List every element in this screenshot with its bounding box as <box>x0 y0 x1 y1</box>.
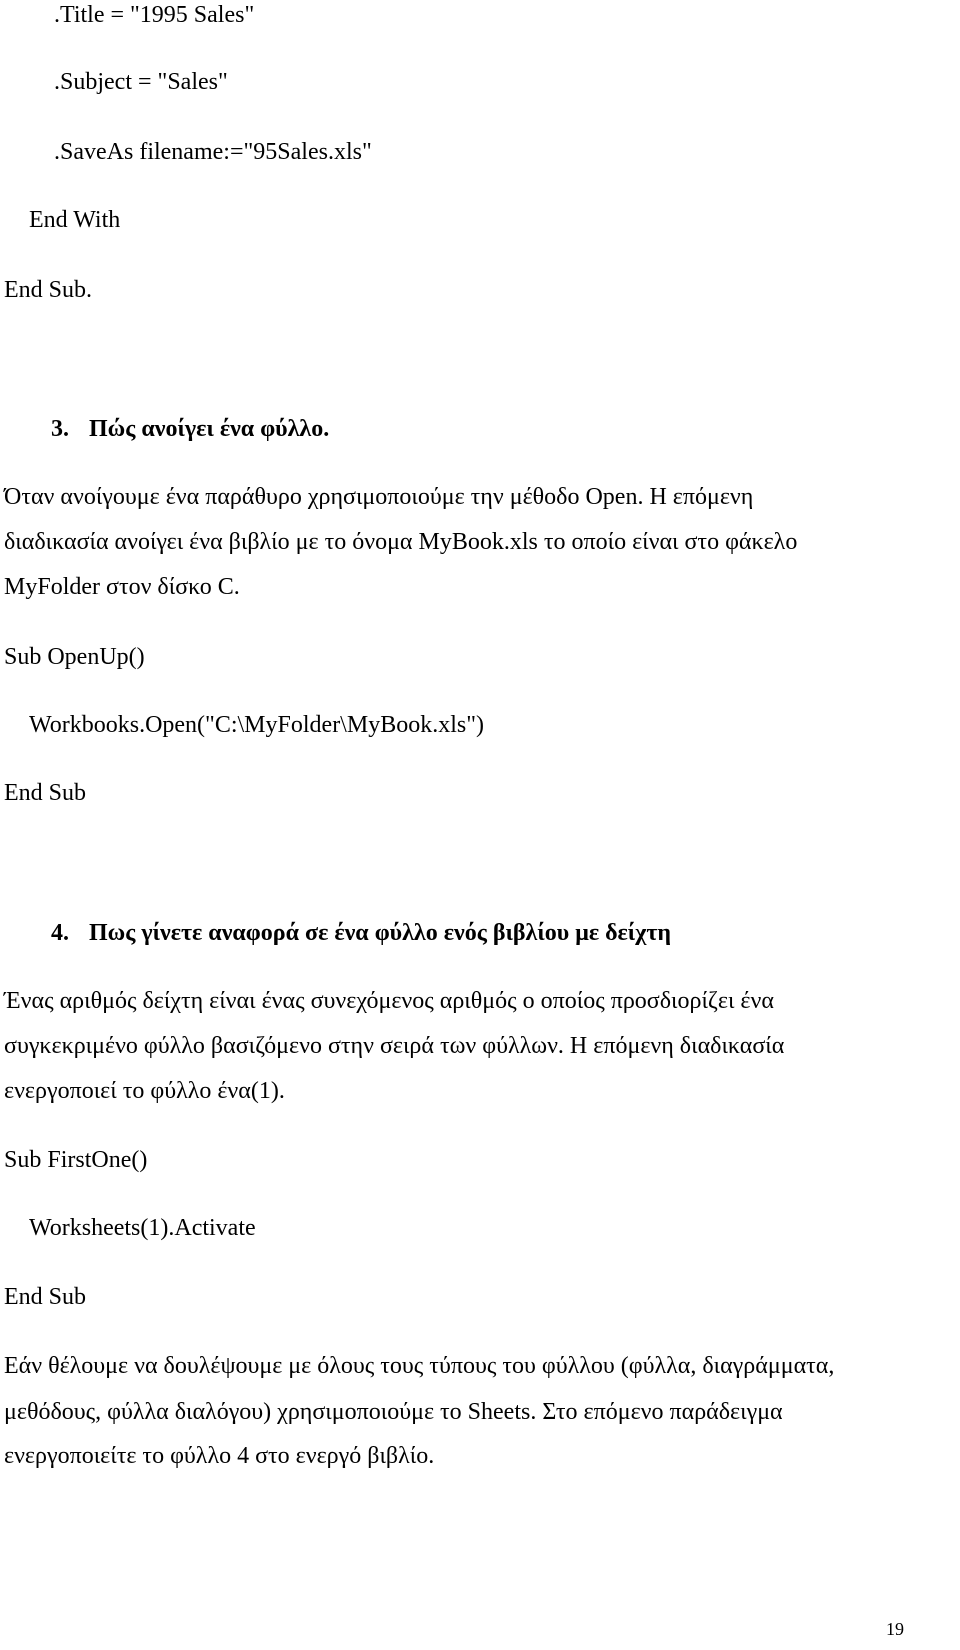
code-line-end-with: End With <box>29 207 121 233</box>
section-3-paragraph-line-1: Όταν ανοίγουμε ένα παράθυρο χρησιμοποιούμε την μέθοδο Open. Η επόμενη <box>4 484 754 510</box>
section-4-closing-line-1: Εάν θέλουμε να δουλέψουμε με όλους τους τύπους του φύλλου (φύλλα, διαγράμματα, <box>4 1353 835 1379</box>
section-4-paragraph-line-3: ενεργοποιεί το φύλλο ένα(1). <box>4 1078 285 1104</box>
section-4-paragraph-line-2: συγκεκριμένο φύλλο βασιζόμενο στην σειρά των φύλλων. Η επόμενη διαδικασία <box>4 1033 785 1059</box>
section-4-closing-line-2: μεθόδους, φύλλα διαλόγου) χρησιμοποιούμε το Sheets. Στο επόμενο παράδειγμα <box>4 1399 783 1425</box>
section-3-heading: Πώς ανοίγει ένα φύλλο. <box>89 416 330 442</box>
section-4-code-sub: Sub FirstOne() <box>4 1147 148 1173</box>
section-3-number: 3. <box>51 416 69 442</box>
section-3-code-body: Workbooks.Open("C:\MyFolder\MyBook.xls") <box>29 712 484 738</box>
code-line-end-sub: End Sub. <box>4 277 93 303</box>
code-line-subject: .Subject = "Sales" <box>54 69 228 95</box>
section-4-heading: Πως γίνετε αναφορά σε ένα φύλλο ενός βιβλίου με δείχτη <box>89 920 672 946</box>
section-3-paragraph-line-3: MyFolder στον δίσκο C. <box>4 574 240 600</box>
section-3-code-sub: Sub OpenUp() <box>4 644 145 670</box>
section-3-paragraph-line-2: διαδικασία ανοίγει ένα βιβλίο με το όνομα MyBook.xls το οποίο είναι στο φάκελο <box>4 529 798 555</box>
section-4-code-end: End Sub <box>4 1284 87 1310</box>
page-number: 19 <box>886 1619 904 1639</box>
code-line-title: .Title = "1995 Sales" <box>54 2 255 28</box>
section-4-paragraph-line-1: Ένας αριθμός δείχτη είναι ένας συνεχόμενος αριθμός ο οποίος προσδιορίζει ένα <box>4 988 774 1014</box>
section-4-closing-line-3: ενεργοποιείτε το φύλλο 4 στο ενεργό βιβλίο. <box>4 1443 435 1469</box>
section-4-code-body: Worksheets(1).Activate <box>29 1215 256 1241</box>
section-4-number: 4. <box>51 920 69 946</box>
section-3-code-end: End Sub <box>4 780 87 806</box>
code-line-saveas: .SaveAs filename:="95Sales.xls" <box>54 139 372 165</box>
